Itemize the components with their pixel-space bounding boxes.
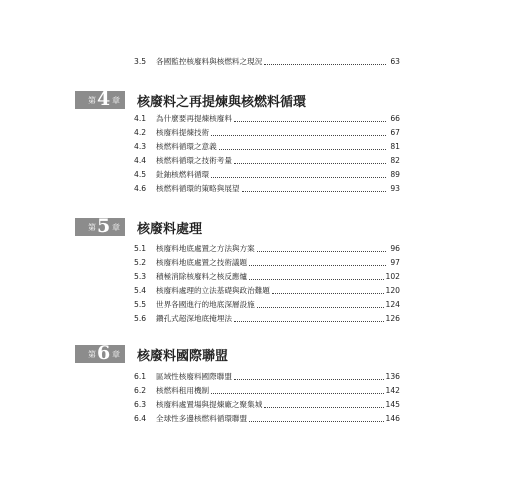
entry-page: 89 <box>390 170 400 179</box>
toc-entry <box>134 270 400 284</box>
entry-number: 6.4 <box>134 414 147 423</box>
entry-page: 142 <box>385 386 400 395</box>
entry-number: 5.5 <box>134 300 147 309</box>
toc-entry <box>134 312 400 326</box>
chapter-title: 核廢料國際聯盟 <box>137 348 229 364</box>
entry-page: 146 <box>385 414 400 423</box>
entry-number: 5.2 <box>134 258 147 267</box>
entry-page: 66 <box>390 114 400 123</box>
entry-number: 5.3 <box>134 272 147 281</box>
chapter-suffix: 章 <box>112 350 120 359</box>
dot-leader <box>242 191 386 192</box>
entry-title: 全球性多邊核燃料循環聯盟 <box>156 414 248 423</box>
entry-page: 63 <box>390 57 400 66</box>
entry-title: 核廢料地底處置之技術議題 <box>156 258 248 267</box>
entry-title: 核燃料循環之意義 <box>156 142 217 151</box>
entry-page: 67 <box>390 128 400 137</box>
toc-entry <box>134 168 400 182</box>
toc-entry <box>134 242 400 256</box>
dot-leader <box>219 149 386 150</box>
entry-page: 93 <box>390 184 400 193</box>
chapter-number: 6 <box>97 342 111 364</box>
entry-page: 145 <box>385 400 400 409</box>
entry-number: 6.2 <box>134 386 147 395</box>
entry-number: 5.4 <box>134 286 147 295</box>
entry-title: 積極消除核廢料之核反應爐 <box>156 272 248 281</box>
chapter-title: 核廢料處理 <box>137 221 203 237</box>
chapter-number-badge <box>75 88 125 110</box>
entry-number: 3.5 <box>134 57 147 66</box>
toc-entry <box>134 370 400 384</box>
entry-title: 為什麼要再提煉核廢料 <box>156 114 232 123</box>
dot-leader <box>211 177 386 178</box>
entry-page: 102 <box>385 272 400 281</box>
entry-title: 釷鈾核燃料循環 <box>156 170 210 179</box>
toc-entry <box>134 298 400 312</box>
entry-title: 核燃料循環之技術考量 <box>156 156 232 165</box>
dot-leader <box>211 135 386 136</box>
dot-leader <box>257 307 384 308</box>
dot-leader <box>257 251 386 252</box>
chapter-title: 核廢料之再提煉與核燃料循環 <box>137 94 307 110</box>
chapter-number-badge <box>75 215 125 237</box>
chapter-prefix: 第 <box>88 96 96 105</box>
entry-title: 各國監控核廢料與核燃料之現況 <box>156 57 263 66</box>
entry-number: 4.6 <box>134 184 147 193</box>
toc-entry <box>134 55 400 69</box>
entry-number: 5.6 <box>134 314 147 323</box>
entry-number: 6.3 <box>134 400 147 409</box>
entry-number: 6.1 <box>134 372 147 381</box>
chapter-prefix: 第 <box>88 223 96 232</box>
entry-title: 核廢料地底處置之方法與方案 <box>156 244 255 253</box>
toc-entry <box>134 412 400 426</box>
entry-page: 126 <box>385 314 400 323</box>
dot-leader <box>211 393 383 394</box>
dot-leader <box>234 379 384 380</box>
entry-title: 鑽孔式超深地底掩埋法 <box>156 314 232 323</box>
entry-number: 4.2 <box>134 128 147 137</box>
entry-title: 區域性核廢料國際聯盟 <box>156 372 232 381</box>
toc-entry <box>134 384 400 398</box>
entry-title: 核廢料處置場與提煉廠之聚集城 <box>156 400 263 409</box>
entry-title: 核廢料處理的立法基礎與政治難題 <box>156 286 270 295</box>
chapter-number-badge <box>75 342 125 364</box>
entry-page: 82 <box>390 156 400 165</box>
entry-number: 4.4 <box>134 156 147 165</box>
toc-entry <box>134 112 400 126</box>
dot-leader <box>264 407 383 408</box>
chapter-heading <box>75 88 307 110</box>
toc-entry <box>134 398 400 412</box>
dot-leader <box>234 121 386 122</box>
entry-page: 124 <box>385 300 400 309</box>
toc-entry <box>134 140 400 154</box>
dot-leader <box>264 64 386 65</box>
chapter-suffix: 章 <box>112 96 120 105</box>
entry-page: 81 <box>390 142 400 151</box>
entry-page: 96 <box>390 244 400 253</box>
entry-page: 97 <box>390 258 400 267</box>
entry-number: 5.1 <box>134 244 147 253</box>
dot-leader <box>234 163 386 164</box>
dot-leader <box>272 293 384 294</box>
chapter-number: 5 <box>97 215 111 237</box>
entry-page: 120 <box>385 286 400 295</box>
dot-leader <box>249 279 383 280</box>
entry-title: 核燃料循環的策略與展望 <box>156 184 240 193</box>
dot-leader <box>249 421 383 422</box>
entry-number: 4.3 <box>134 142 147 151</box>
toc-entry <box>134 126 400 140</box>
entry-number: 4.1 <box>134 114 147 123</box>
entry-title: 世界各國進行的地底深層設施 <box>156 300 255 309</box>
chapter-heading <box>75 215 203 237</box>
toc-entry <box>134 182 400 196</box>
chapter-prefix: 第 <box>88 350 96 359</box>
entry-title: 核燃料租用機制 <box>156 386 210 395</box>
entry-title: 核廢料提煉技術 <box>156 128 210 137</box>
dot-leader <box>234 321 384 322</box>
chapter-number: 4 <box>97 88 111 110</box>
chapter-heading <box>75 342 229 364</box>
dot-leader <box>249 265 386 266</box>
toc-entry <box>134 256 400 270</box>
entry-page: 136 <box>385 372 400 381</box>
toc-entry <box>134 284 400 298</box>
chapter-suffix: 章 <box>112 223 120 232</box>
entry-number: 4.5 <box>134 170 147 179</box>
toc-entry <box>134 154 400 168</box>
